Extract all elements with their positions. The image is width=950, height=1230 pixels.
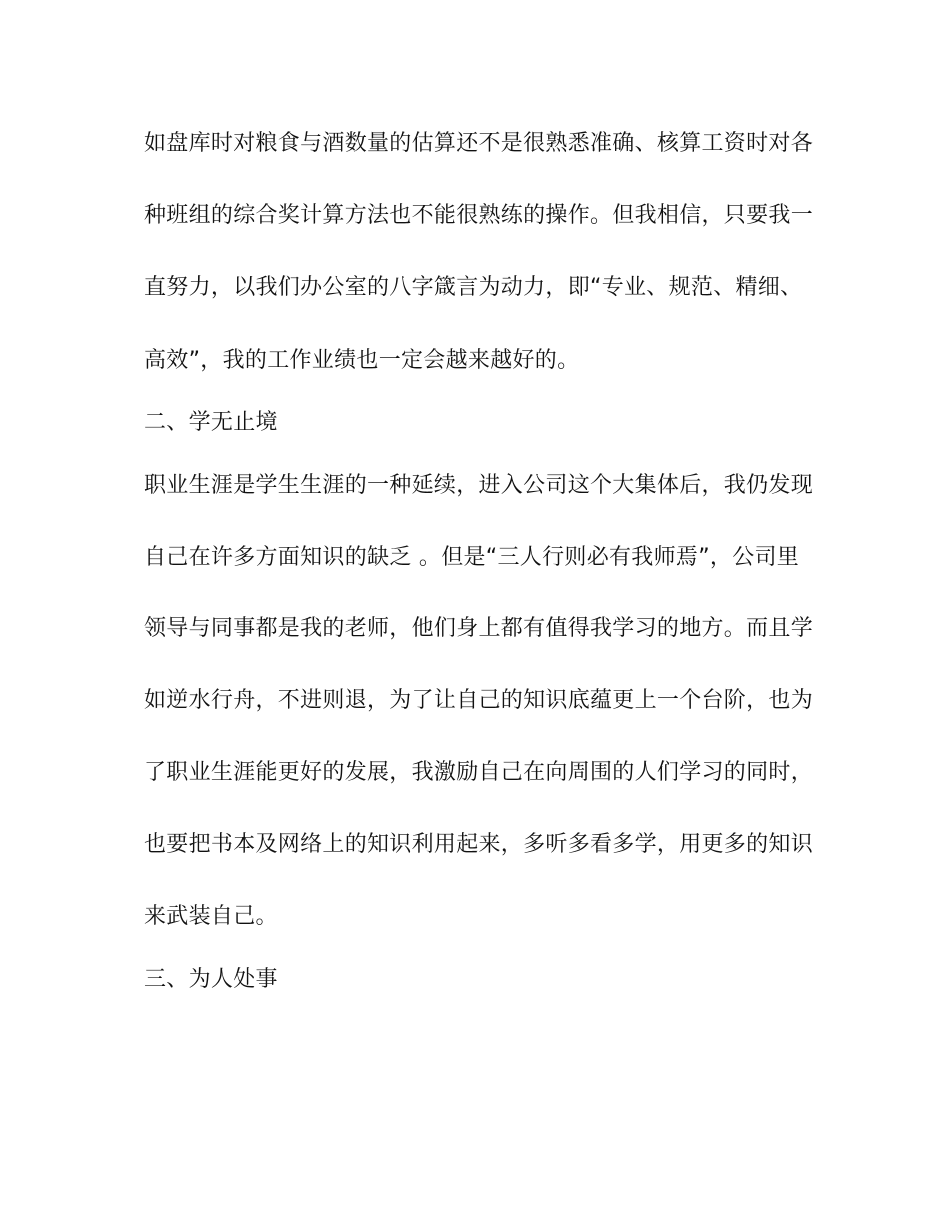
paragraph-line: 种班组的综合奖计算方法也不能很熟练的操作。但我相信，只要我一 (144, 203, 814, 228)
paragraph-line: 职业生涯是学生生涯的一种延续，进入公司这个大集体后，我仍发现 (144, 473, 814, 498)
paragraph-line: 也要把书本及网络上的知识利用起来，多听多看多学，用更多的知识 (144, 832, 814, 857)
section-heading: 二、学无止境 (144, 410, 278, 435)
paragraph-line: 了职业生涯能更好的发展，我激励自己在向周围的人们学习的同时， (144, 760, 814, 785)
section-heading: 三、为人处事 (144, 967, 278, 992)
paragraph-line: 高效”，我的工作业绩也一定会越来越好的。 (144, 348, 580, 373)
paragraph-line: 来武装自己。 (144, 904, 278, 929)
paragraph-line: 自己在许多方面知识的缺乏 。但是“三人行则必有我师焉”，公司里 (144, 545, 800, 570)
paragraph-line: 直努力，以我们办公室的八字箴言为动力，即“专业、规范、精细、 (144, 275, 803, 300)
paragraph-line: 领导与同事都是我的老师，他们身上都有值得我学习的地方。而且学 (144, 616, 814, 641)
paragraph-line: 如逆水行舟，不进则退，为了让自己的知识底蕴更上一个台阶，也为 (144, 688, 814, 713)
paragraph-line: 如盘库时对粮食与酒数量的估算还不是很熟悉准确、核算工资时对各 (144, 131, 814, 156)
